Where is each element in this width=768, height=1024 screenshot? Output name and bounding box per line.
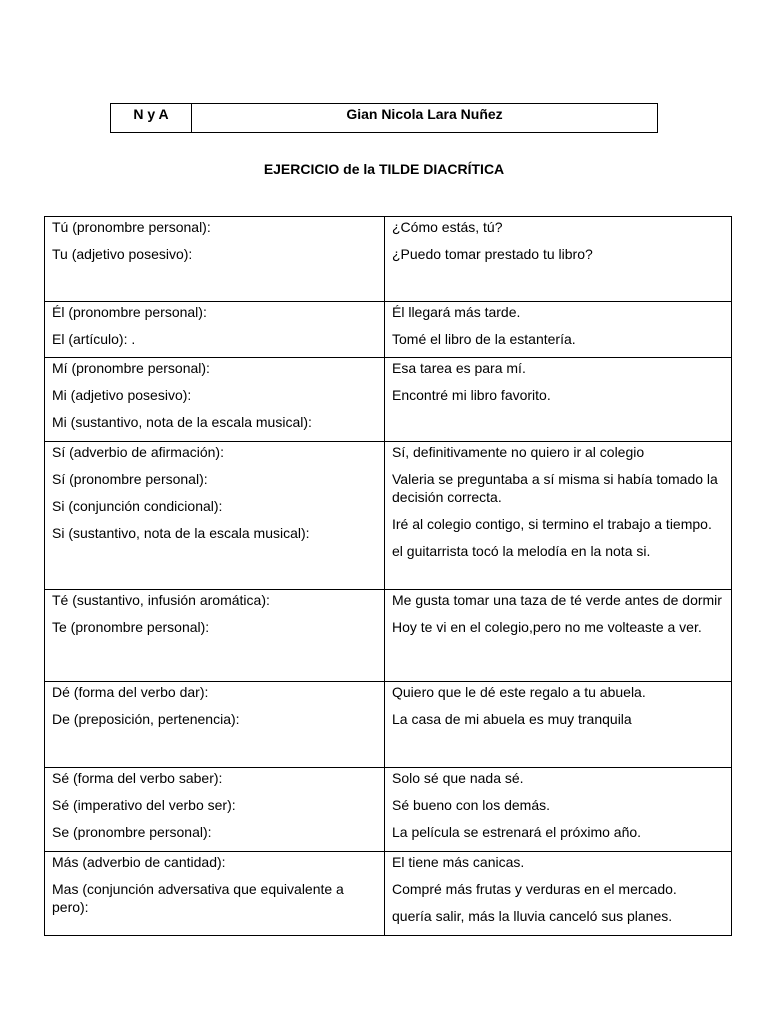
example-sentence: Sí, definitivamente no quiero ir al colegio <box>392 444 645 460</box>
table-row <box>45 217 732 302</box>
definition-text: De (preposición, pertenencia): <box>52 711 240 727</box>
table-row <box>45 590 732 682</box>
definition-text: Tu (adjetivo posesivo): <box>52 246 193 262</box>
example-sentence: Solo sé que nada sé. <box>392 770 524 786</box>
table-row <box>45 442 732 590</box>
example-sentence: Me gusta tomar una taza de té verde antes de dormir <box>392 592 722 608</box>
example-cell <box>385 217 732 302</box>
definition-text: Mi (adjetivo posesivo): <box>52 387 192 403</box>
name-label: N y A <box>111 104 192 133</box>
example-sentence: La casa de mi abuela es muy tranquila <box>392 711 632 727</box>
table-row <box>45 302 732 358</box>
example-sentence: ¿Cómo estás, tú? <box>392 219 503 235</box>
example-sentence: Valeria se preguntaba a sí misma si había tomado la decisión correcta. <box>392 471 718 505</box>
definition-text: Más (adverbio de cantidad): <box>52 854 226 870</box>
example-sentence: El tiene más canicas. <box>392 854 525 870</box>
definition-text: Mí (pronombre personal): <box>52 360 210 376</box>
example-sentence: Compré más frutas y verduras en el mercado. <box>392 881 677 897</box>
definition-text: Mas (conjunción adversativa que equivalente a pero): <box>52 881 344 915</box>
example-sentence: Él llegará más tarde. <box>392 304 521 320</box>
definition-text: El (artículo): . <box>52 331 136 347</box>
definition-cell <box>45 442 385 590</box>
definition-text: Té (sustantivo, infusión aromática): <box>52 592 270 608</box>
definition-text: Tú (pronombre personal): <box>52 219 211 235</box>
example-cell <box>385 852 732 936</box>
example-sentence: Tomé el libro de la estantería. <box>392 331 576 347</box>
example-sentence: el guitarrista tocó la melodía en la nota si. <box>392 543 651 559</box>
example-sentence: Hoy te vi en el colegio,pero no me volteaste a ver. <box>392 619 702 635</box>
example-sentence: Encontré mi libro favorito. <box>392 387 551 403</box>
definition-text: Sé (forma del verbo saber): <box>52 770 223 786</box>
definition-text: Se (pronombre personal): <box>52 824 212 840</box>
example-sentence: quería salir, más la lluvia canceló sus planes. <box>392 908 673 924</box>
definition-cell <box>45 302 385 358</box>
exercise-title: EJERCICIO de la TILDE DIACRÍTICA <box>263 161 505 177</box>
definition-text: Él (pronombre personal): <box>52 304 207 320</box>
example-cell <box>385 682 732 768</box>
definition-cell <box>45 768 385 852</box>
exercise-table <box>44 216 732 936</box>
table-row <box>45 682 732 768</box>
definition-cell <box>45 682 385 768</box>
table-row <box>45 852 732 936</box>
definition-text: Mi (sustantivo, nota de la escala musical): <box>52 414 312 430</box>
example-cell <box>385 768 732 852</box>
example-cell <box>385 590 732 682</box>
definition-text: Sí (pronombre personal): <box>52 471 208 487</box>
definition-text: Sé (imperativo del verbo ser): <box>52 797 236 813</box>
example-sentence: Esa tarea es para mí. <box>392 360 526 376</box>
example-cell <box>385 302 732 358</box>
example-sentence: ¿Puedo tomar prestado tu libro? <box>392 246 593 262</box>
student-name: Gian Nicola Lara Nuñez <box>192 104 658 133</box>
definition-text: Dé (forma del verbo dar): <box>52 684 209 700</box>
example-sentence: La película se estrenará el próximo año. <box>392 824 642 840</box>
definition-cell <box>45 217 385 302</box>
example-sentence: Quiero que le dé este regalo a tu abuela. <box>392 684 646 700</box>
example-cell <box>385 358 732 442</box>
name-table <box>110 103 658 133</box>
table-row <box>45 768 732 852</box>
example-sentence: Iré al colegio contigo, si termino el trabajo a tiempo. <box>392 516 712 532</box>
definition-cell <box>45 358 385 442</box>
definition-text: Si (sustantivo, nota de la escala musical): <box>52 525 310 541</box>
definition-cell <box>45 590 385 682</box>
definition-text: Si (conjunción condicional): <box>52 498 223 514</box>
definition-text: Te (pronombre personal): <box>52 619 210 635</box>
example-sentence: Sé bueno con los demás. <box>392 797 550 813</box>
example-cell <box>385 442 732 590</box>
table-row <box>45 358 732 442</box>
definition-cell <box>45 852 385 936</box>
definition-text: Sí (adverbio de afirmación): <box>52 444 224 460</box>
